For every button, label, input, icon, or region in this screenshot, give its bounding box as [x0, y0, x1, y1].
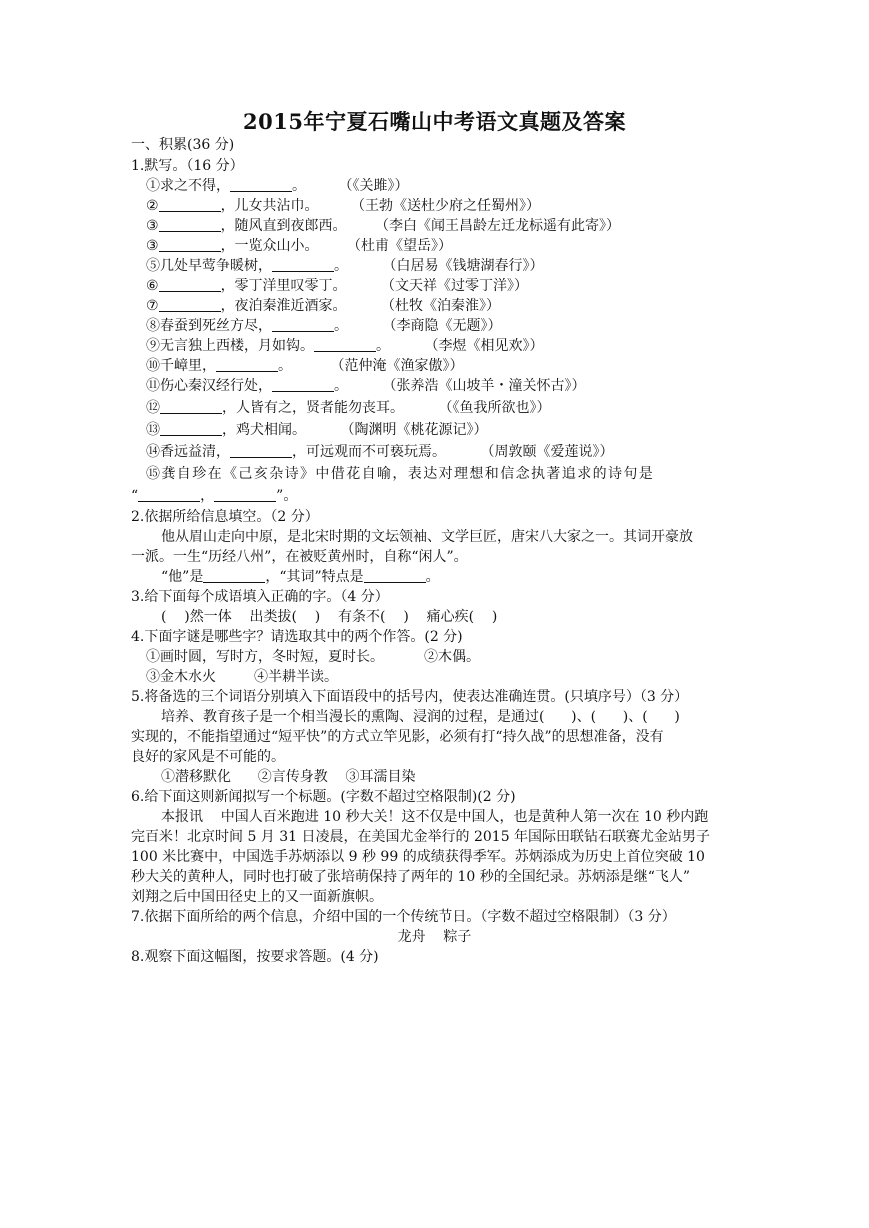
- riddle-text: ④半耕半读。: [254, 669, 338, 685]
- q4-riddle-line: [146, 667, 338, 687]
- item-text: ，零丁洋里叹零丁。: [220, 278, 347, 294]
- q5-paragraph: 培养、教育孩子是一个相当漫长的熏陶、浸润的过程，是通过( )、( )、( ): [161, 709, 680, 725]
- item-text: ，儿女共沾巾。: [220, 198, 319, 214]
- item-text: 。: [376, 338, 390, 354]
- q1-item-12: [146, 398, 550, 418]
- answer-blank: [203, 568, 265, 583]
- q1-item-9: [146, 336, 543, 356]
- item-source: （杜牧《泊秦淮》）: [381, 298, 501, 314]
- q6-news-text: 100 米比赛中，中国选手苏炳添以 9 秒 99 的成绩获得季军。苏炳添成为历史上首位突破 10: [131, 849, 705, 865]
- q1-item-11: [146, 376, 585, 396]
- q6-news-text: 完百米！北京时间 5 月 31 日凌晨，在美国尤金举行的 2015 年国际田联钻石联赛尤金站男子: [131, 829, 711, 845]
- q1-item-10: [146, 356, 463, 376]
- item-text: ⑪伤心秦汉经行处，: [146, 378, 272, 394]
- q5-options: ①潜移默化 ②言传身教 ③耳濡目染: [161, 769, 416, 785]
- answer-blank: [214, 487, 276, 502]
- item-text: ，可远观而不可亵玩焉。: [292, 444, 446, 460]
- q1-item-8: [146, 316, 501, 336]
- item-text: 。: [278, 358, 292, 374]
- q1-item-7: [146, 296, 500, 316]
- item-text: ⑨无言独上西楼，月如钩。: [146, 338, 314, 354]
- item-source: （李煜《相见欢》）: [424, 338, 544, 354]
- page-title: 2015年宁夏石嘴山中考语文真题及答案: [243, 109, 626, 134]
- q3-idioms: ( )然一体 出类拔( ) 有条不( ) 痛心疾( ): [161, 609, 498, 625]
- answer-blank: [138, 487, 200, 502]
- q2-paragraph: 一派。一生“历经八州”，在被贬黄州时，自称“闲人”。: [131, 549, 468, 565]
- answer-blank: [160, 399, 222, 414]
- item-text: ③: [146, 238, 159, 254]
- q1-item-5: [146, 256, 543, 276]
- answer-blank: [230, 443, 292, 458]
- item-text: ⑤几处早莺争暖树，: [146, 258, 272, 274]
- q2-paragraph: 他从眉山走向中原，是北宋时期的文坛领袖、文学巨匠，唐宋八大家之一。其词开豪放: [161, 529, 693, 545]
- item-text: ，夜泊秦淮近酒家。: [220, 298, 347, 314]
- item-text: 。: [334, 378, 348, 394]
- item-source: （李白《闻王昌龄左迁龙标遥有此寄》）: [375, 218, 621, 234]
- riddle-text: ③金木水火: [146, 669, 216, 685]
- item-text: 。: [334, 318, 348, 334]
- item-source: （陶渊明《桃花源记》）: [340, 422, 488, 438]
- item-source: （王勃《送杜少府之任蜀州》）: [351, 198, 541, 214]
- question-7-heading: 7.依据下面所给的两个信息，介绍中国的一个传统节日。（字数不超过空格限制）（3 分）: [131, 909, 676, 925]
- q1-item-13: [146, 420, 487, 440]
- answer-blank: [216, 357, 278, 372]
- q6-news-text: 秒大关的黄种人，同时也打破了张培萌保持了两年的 10 秒的全国纪录。苏炳添是继“飞人”: [131, 869, 691, 885]
- question-5-heading: 5.将备选的三个词语分别填入下面语段中的括号内，使表达准确连贯。(只填序号）（3 分）: [131, 689, 689, 705]
- item-text: ⑫: [146, 400, 160, 416]
- q1-item-6: [146, 276, 528, 296]
- answer-blank: [272, 377, 334, 392]
- item-text: ⑦: [146, 298, 159, 314]
- q1-item-4: [146, 236, 452, 256]
- answer-blank: [364, 568, 426, 583]
- q7-info: 龙舟 粽子: [397, 929, 472, 945]
- item-text: ，随风直到夜郎西。: [220, 218, 347, 234]
- section-heading: 一、积累(36 分): [131, 137, 235, 153]
- item-source: （李商隐《无题》）: [382, 318, 502, 334]
- item-text: ⑬: [146, 422, 160, 438]
- q5-paragraph: 实现的，不能指望通过“短平快”的方式立竿见影，必须有打“持久战”的思想准备，没有: [131, 729, 664, 745]
- riddle-text: ②木偶。: [424, 649, 480, 665]
- question-4-heading: 4.下面字谜是哪些字？请选取其中的两个作答。(2 分): [131, 629, 463, 645]
- question-1-heading: 1.默写。（16 分）: [131, 158, 244, 174]
- question-2-heading: 2.依据所给信息填空。（2 分）: [131, 509, 319, 525]
- answer-blank: [159, 277, 221, 292]
- question-3-heading: 3.给下面每个成语填入正确的字。（4 分）: [131, 589, 389, 605]
- q1-item-2: [146, 196, 540, 216]
- item-text: ②: [146, 198, 159, 214]
- item-source: （张养浩《山坡羊・潼关怀古》）: [382, 378, 586, 394]
- item-text: ，一览众山小。: [220, 238, 319, 254]
- item-source: （杜甫《望岳》）: [347, 238, 453, 254]
- answer-blank: [272, 317, 334, 332]
- q1-item-14: [146, 442, 613, 462]
- item-text: ⑩千嶂里，: [146, 358, 216, 374]
- item-source: （周敦颐《爱莲说》）: [480, 444, 614, 460]
- item-source: （文天祥《过零丁洋》）: [381, 278, 529, 294]
- answer-blank: [230, 177, 292, 192]
- item-source: （范仲淹《渔家傲》）: [330, 358, 464, 374]
- item-source: （《鱼我所欲也》）: [438, 400, 551, 416]
- answer-blank: [159, 217, 221, 232]
- q4-riddle-line: [146, 647, 480, 667]
- item-text: ①求之不得，: [146, 178, 230, 194]
- item-text: 。: [292, 178, 306, 194]
- item-source: （《关雎》）: [338, 178, 409, 194]
- item-source: （白居易《钱塘湖春行》）: [382, 258, 544, 274]
- q1-item-15-answer: [131, 486, 297, 506]
- answer-blank: [159, 197, 221, 212]
- item-text: 。: [334, 258, 348, 274]
- item-text: ，: [200, 488, 215, 504]
- q1-item-15: ⑮龚自珍在《己亥杂诗》中借花自喻，表达对理想和信念执著追求的诗句是: [146, 466, 655, 482]
- quote-mark: “: [131, 488, 139, 504]
- item-text: ，人皆有之，贤者能勿丧耳。: [222, 400, 404, 416]
- q2-fill-line: [161, 567, 440, 587]
- q1-item-1: [146, 176, 408, 196]
- q6-news-text: 本报讯 中国人百米跑进 10 秒大关！这不仅是中国人，也是黄种人第一次在 10 秒内跑: [161, 809, 709, 825]
- question-6-heading: 6.给下面这则新闻拟写一个标题。(字数不超过空格限制)(2 分): [131, 789, 516, 805]
- answer-blank: [160, 421, 222, 436]
- answer-blank: [314, 337, 376, 352]
- answer-blank: [272, 257, 334, 272]
- answer-blank: [159, 297, 221, 312]
- item-text: ，鸡犬相闻。: [222, 422, 306, 438]
- q5-paragraph: 良好的家风是不可能的。: [131, 749, 285, 765]
- item-text: ③: [146, 218, 159, 234]
- item-text: 。: [425, 569, 440, 585]
- item-text: ⑧春蚕到死丝方尽，: [146, 318, 272, 334]
- item-text: ⑭香远益清，: [146, 444, 230, 460]
- answer-blank: [159, 237, 221, 252]
- item-text: ⑥: [146, 278, 159, 294]
- item-text: “他”是: [161, 569, 204, 585]
- question-8-heading: 8.观察下面这幅图，按要求答题。(4 分): [131, 949, 379, 965]
- q1-item-3: [146, 216, 620, 236]
- q6-news-text: 刘翔之后中国田径史上的又一面新旗帜。: [131, 889, 383, 905]
- item-text: ，“其词”特点是: [265, 569, 364, 585]
- quote-mark: ”。: [276, 488, 298, 504]
- riddle-text: ①画时圆，写时方，冬时短，夏时长。: [146, 649, 384, 665]
